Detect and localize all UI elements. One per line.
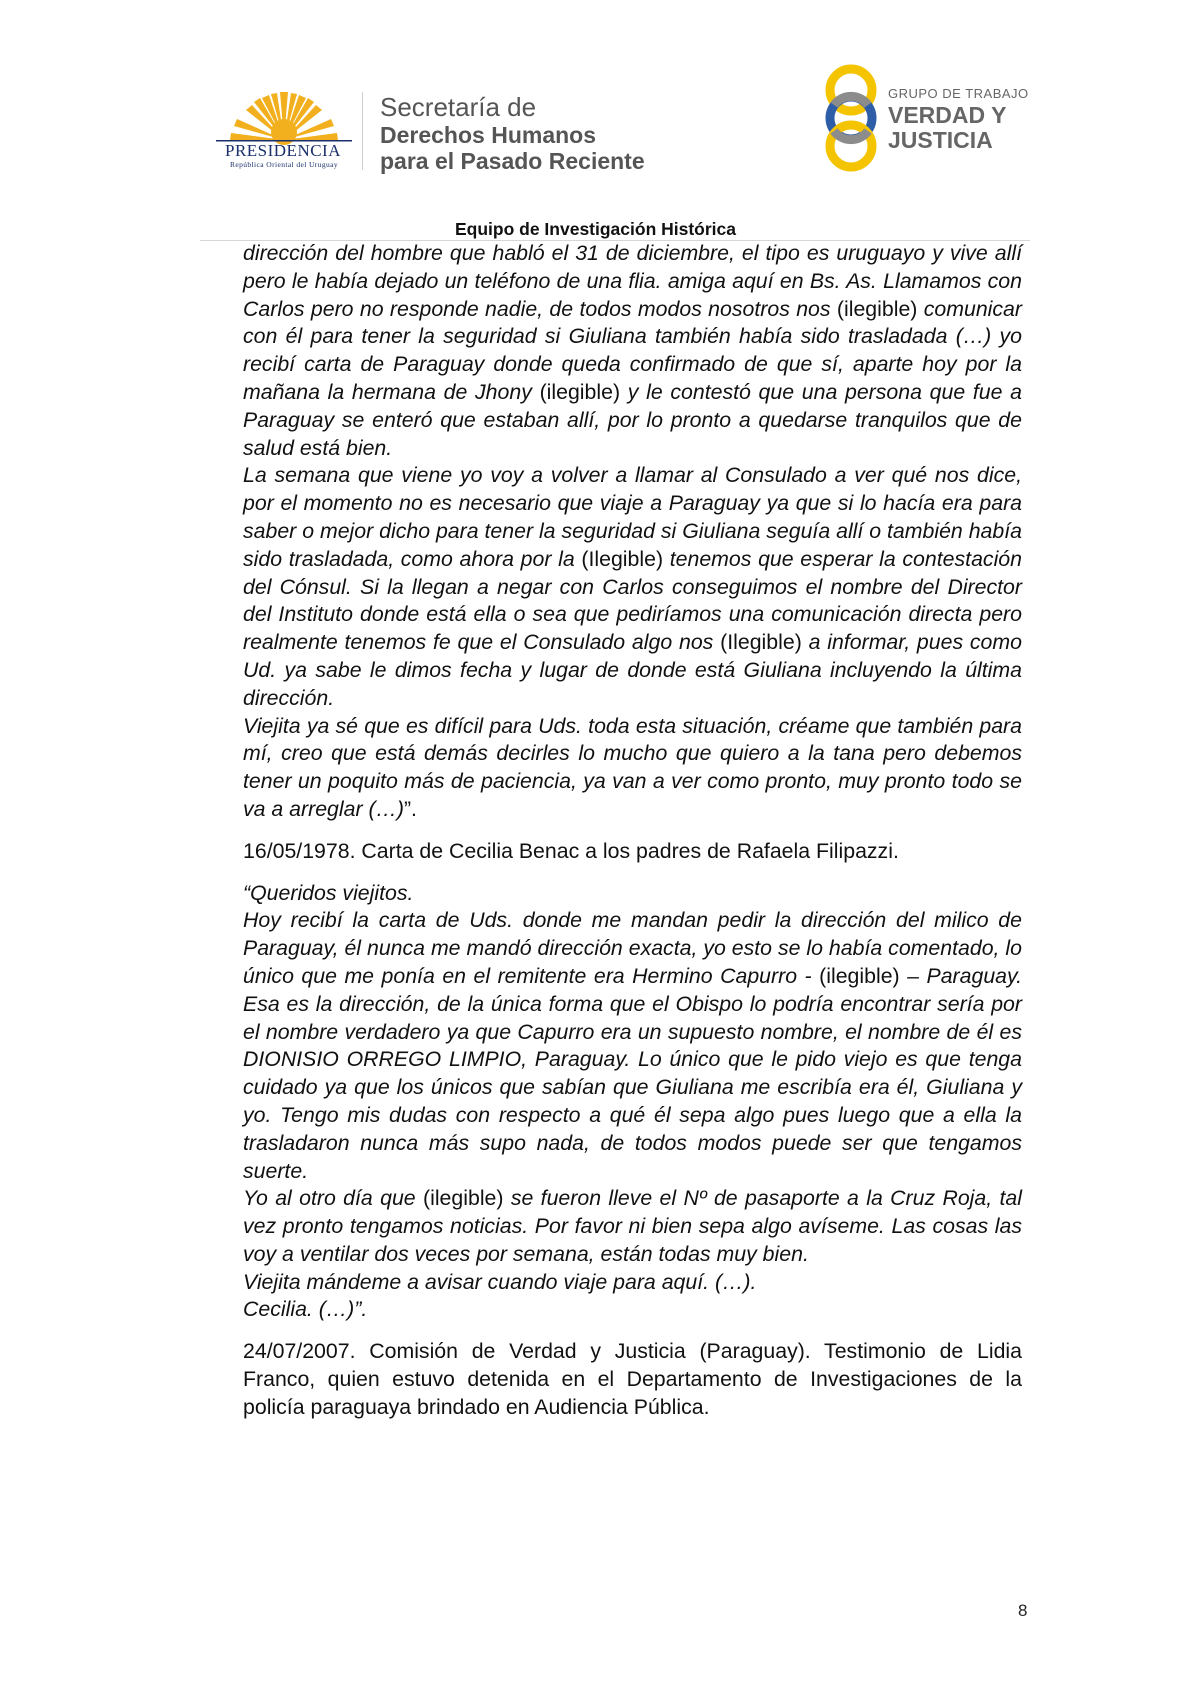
italic-text: – Paraguay. Esa es la dirección, de la única forma que el Obispo lo podría encontrar sería por el nombre verdadero ya que Capurro era un supuesto nombre, el nombre de él es DIONISIO ORREGO LIMPIO, Paraguay. Lo único que le pido viejo es que tenga cuidado ya que los únicos que sabían que Giuliana me escribía era él, Giuliana y yo. Tengo mis dudas con respecto a qué él sepa algo pues luego que a ella la trasladaron nunca más supo nada, de todos modos puede ser que tengamos suerte. [243, 963, 1023, 1183]
presidencia-name: PRESIDENCIA [224, 141, 341, 160]
paragraph [243, 240, 1022, 462]
paragraph: 24/07/2007. Comisión de Verdad y Justicia (Paraguay). Testimonio de Lidia Franco, quien estuvo detenida en el Departamento de Investigaciones de la policía paraguaya brindado en Audiencia Pública. [243, 1339, 1022, 1419]
paragraph: 16/05/1978. Carta de Cecilia Benac a los padres de Rafaela Filipazzi. [243, 838, 899, 863]
document-body [243, 240, 1022, 1422]
roman-text: (ilegible) [423, 1186, 504, 1211]
paragraph [243, 462, 1022, 712]
italic-text: comunicar con él para tener la seguridad si Giuliana también había sido trasladada (…) yo recibí carta de Paraguay donde queda confirmado de que sí, aparte hoy por la mañana la hermana de Jhony [243, 296, 1022, 404]
paragraph: “Queridos viejitos. [243, 880, 414, 905]
italic-text: se fueron lleve el Nº de pasaporte a la Cruz Roja, tal vez pronto tengamos noticias. Por favor ni bien sepa algo avíseme. Las cosas las voy a ventilar dos veces por semana, están todas muy bien. [243, 1186, 1022, 1266]
secretaria-title [380, 94, 645, 173]
italic-text: Viejita ya sé que es difícil para Uds. toda esta situación, créame que también para mí, creo que está demás decirles lo mucho que quiero a la tana pero debemos tener un poquito más de paciencia, ya van a ver como pronto, muy pronto todo se va a arreglar (…) [243, 713, 1022, 821]
roman-text: (Ilegible) [581, 546, 664, 571]
roman-text: ”. [403, 796, 417, 821]
italic-text: tenemos que esperar la contestación del Cónsul. Si la llegan a negar con Carlos conseguimos el nombre del Director del Instituto donde está ella o sea que pediríamos una comunicación directa pero realmente tenemos fe que el Consulado algo nos [243, 546, 1022, 655]
grupo-line-3: JUSTICIA [888, 127, 993, 153]
italic-text: dirección del hombre que habló el 31 de diciembre, el tipo es uruguayo y vive allí pero le había dejado un teléfono de una flia. amiga aquí en Bs. As. Llamamos con Carlos pero no responde nadie, de todos modos nosotros nos [243, 241, 1022, 321]
roman-text: (ilegible) [836, 296, 918, 321]
secretaria-line-3: para el Pasado Reciente [380, 148, 645, 174]
grupo-line-1: GRUPO DE TRABAJO [888, 86, 1029, 101]
italic-text: Yo al otro día que [243, 1186, 423, 1211]
grupo-line-2: VERDAD Y [888, 102, 1007, 128]
paragraph [243, 713, 1022, 824]
italic-text: y le contestó que una persona que fue a Paraguay se enteró que estaban allí, por lo pronto a quedarse tranquilos que de salud está bien. [243, 379, 1022, 460]
paragraph [243, 907, 1022, 1185]
paragraph: Viejita mándeme a avisar cuando viaje para aquí. (…). [243, 1269, 757, 1294]
team-heading: Equipo de Investigación Histórica [454, 219, 737, 239]
roman-text: (ilegible) [819, 963, 900, 988]
italic-text: La semana que viene yo voy a volver a llamar al Consulado a ver qué nos dice, por el momento no es necesario que viaje a Paraguay ya que si lo hacía era para saber o mejor dicho para tener la seguridad si Giuliana seguía allí o también había sido trasladada, como ahora por la [243, 463, 1022, 571]
roman-text: (Ilegible) [720, 630, 802, 655]
logo-divider [362, 92, 363, 170]
page-header [0, 0, 1191, 215]
paragraph [243, 1185, 1022, 1268]
italic-text: Hoy recibí la carta de Uds. donde me mandan pedir la dirección del milico de Paraguay, él nunca me mandó dirección exacta, yo esto se lo había comentado, lo único que me ponía en el remitente era Hermino Capurro - [243, 908, 1022, 988]
roman-text: (ilegible) [539, 379, 621, 404]
secretaria-line-2: Derechos Humanos [380, 122, 597, 148]
secretaria-line-1: Secretaría de [380, 92, 537, 122]
presidencia-subtitle: República Oriental del Uruguay [229, 160, 338, 169]
italic-text: a informar, pues como Ud. ya sabe le dimos fecha y lugar de donde está Giuliana incluyendo la última dirección. [243, 630, 1022, 710]
page-number: 8 [1018, 1601, 1028, 1620]
paragraph: Cecilia. (…)”. [243, 1297, 368, 1322]
grupo-trabajo-title [888, 87, 1029, 152]
